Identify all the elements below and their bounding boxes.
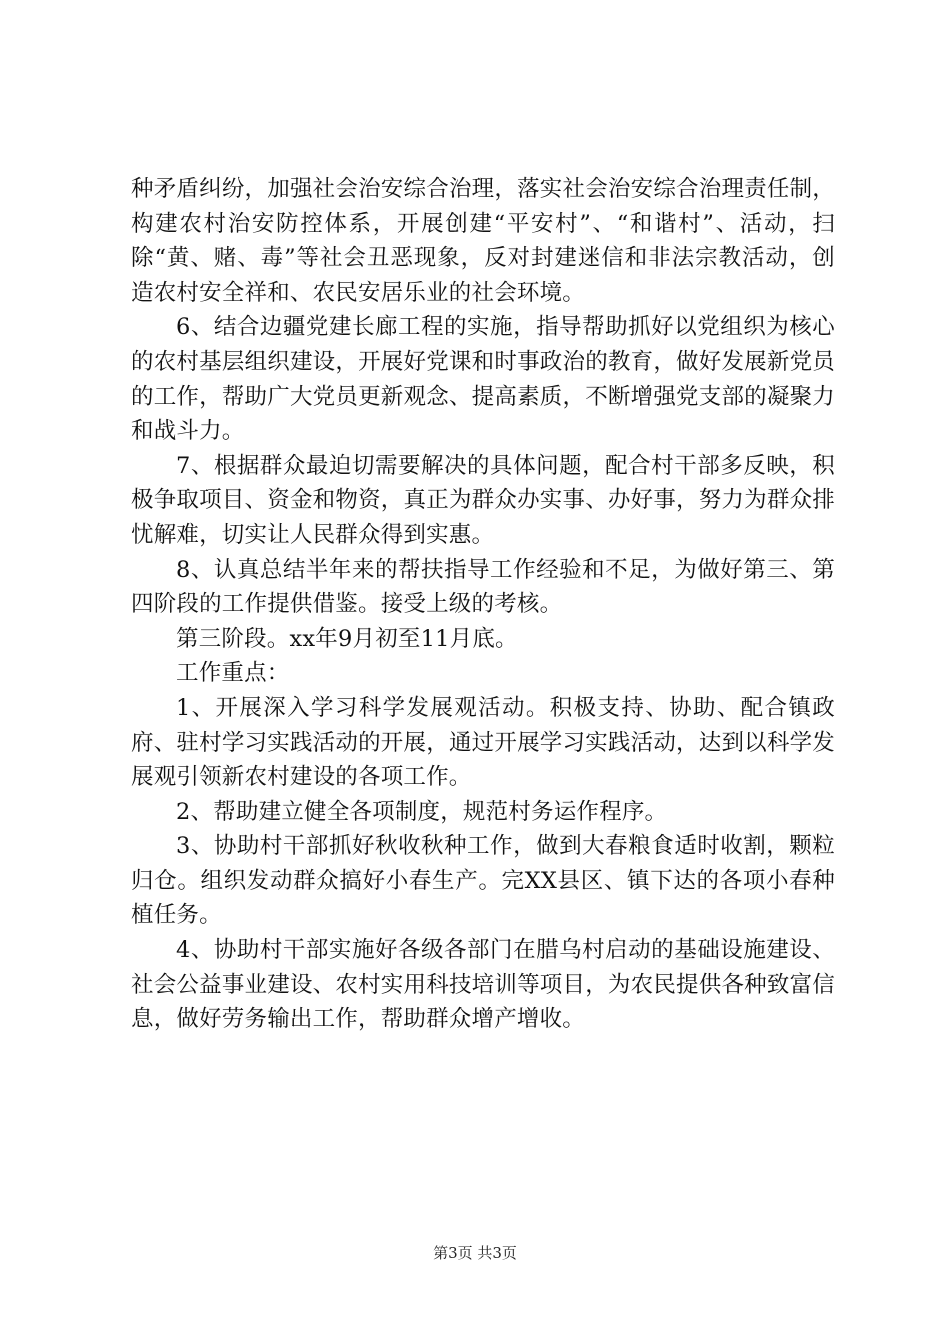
paragraph-8: 2、帮助建立健全各项制度，规范村务运作程序。 <box>176 798 668 825</box>
paragraph-4: 8、认真总结半年来的帮扶指导工作经验和不足，为做好第三、第四阶段的工作提供借鉴。接受上级的考核。 <box>131 556 835 618</box>
paragraph-3: 7、根据群众最迫切需要解决的具体问题，配合村干部多反映，积极争取项目、资金和物资，真正为群众办实事、办好事，努力为群众排忧解难，切实让人民群众得到实惠。 <box>131 452 835 548</box>
paragraph-5: 第三阶段。xx年9月初至11月底。 <box>176 625 518 652</box>
document-body <box>131 172 835 1037</box>
paragraph-10: 4、协助村干部实施好各级各部门在腊乌村启动的基础设施建设、社会公益事业建设、农村实用科技培训等项目，为农民提供各种致富信息，做好劳务输出工作，帮助群众增产增收。 <box>131 937 835 1033</box>
paragraph-2: 6、结合边疆党建长廊工程的实施，指导帮助抓好以党组织为核心的农村基层组织建设，开展好党课和时事政治的教育，做好发展新党员的工作，帮助广大党员更新观念、提高素质，不断增强党支部的凝聚力和战斗力。 <box>131 314 835 445</box>
page-footer: 第3页 共3页 <box>433 1244 517 1262</box>
paragraph-6: 工作重点： <box>176 660 290 687</box>
paragraph-9: 3、协助村干部抓好秋收秋种工作，做到大春粮食适时收割，颗粒归仓。组织发动群众搞好小春生产。完XX县区、镇下达的各项小春种植任务。 <box>131 833 835 929</box>
paragraph-1: 种矛盾纠纷，加强社会治安综合治理，落实社会治安综合治理责任制，构建农村治安防控体系，开展创建“平安村”、“和谐村”、活动，扫除“黄、赌、毒”等社会丑恶现象，反对封建迷信和非法宗教活动，创造农村安全祥和、农民安居乐业的社会环境。 <box>131 176 835 306</box>
paragraph-7: 1、开展深入学习科学发展观活动。积极支持、协助、配合镇政府、驻村学习实践活动的开展，通过开展学习实践活动，达到以科学发展观引领新农村建设的各项工作。 <box>131 694 835 791</box>
